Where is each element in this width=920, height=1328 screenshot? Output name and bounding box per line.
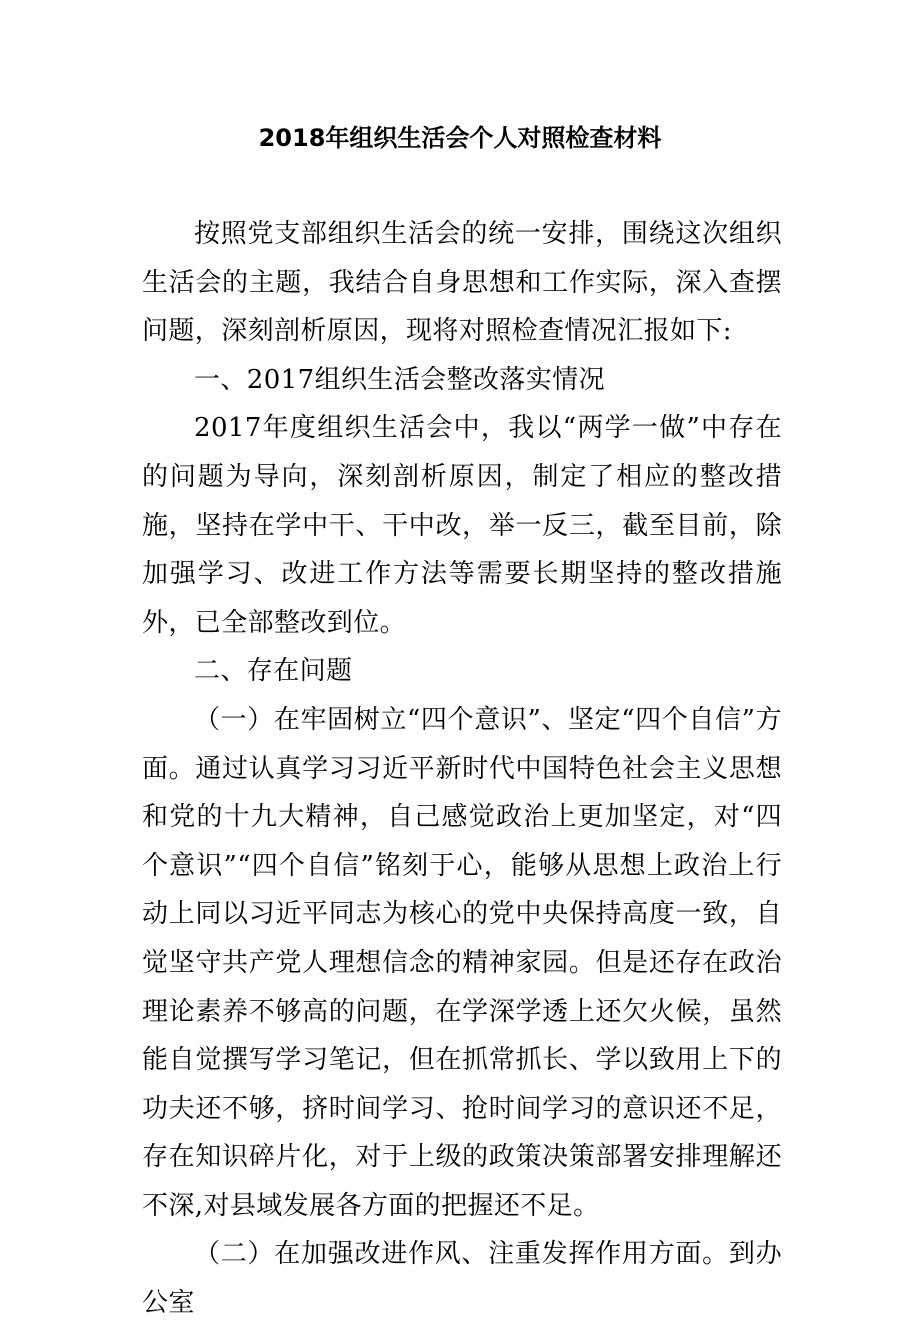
document-title: 2018年组织生活会个人对照检查材料: [258, 124, 662, 152]
rectification-paragraph: 2017年度组织生活会中，我以“两学一做”中存在的问题为导向，深刻剖析原因，制定了相应的整改措施，坚持在学中干、干中改，举一反三，截至目前，除加强学习、改进工作方法等需要长期坚持的整改措施外，已全部整改到位。: [142, 413, 782, 638]
section-heading-problems: 二、存在问题: [194, 656, 353, 687]
problem-paragraph-2: （二）在加强改进作风、注重发挥作用方面。到办公室: [142, 1239, 782, 1319]
document-body: [142, 210, 782, 1328]
problem-paragraph-1: （一）在牢固树立“四个意识”、坚定“四个自信”方面。通过认真学习习近平新时代中国特色社会主义思想和党的十九大精神，自己感觉政治上更加坚定，对“四个意识”“四个自信”铭刻于心，能够从思想上政治上行动上同以习近平同志为核心的党中央保持高度一致，自觉坚守共产党人理想信念的精神家园。但是还存在政治理论素养不够高的问题，在学深学透上还欠火候，虽然能自觉撰写学习笔记，但在抓常抓长、学以致用上下的功夫还不够，挤时间学习、抢时间学习的意识还不足，存在知识碎片化，对于上级的政策决策部署安排理解还不深,对县域发展各方面的把握还不足。: [142, 704, 782, 1221]
section-heading-rectification: 一、2017组织生活会整改落实情况: [194, 364, 605, 395]
intro-paragraph: 按照党支部组织生活会的统一安排，围绕这次组织生活会的主题，我结合自身思想和工作实际，深入查摆问题，深刻剖析原因，现将对照检查情况汇报如下:: [142, 219, 782, 347]
